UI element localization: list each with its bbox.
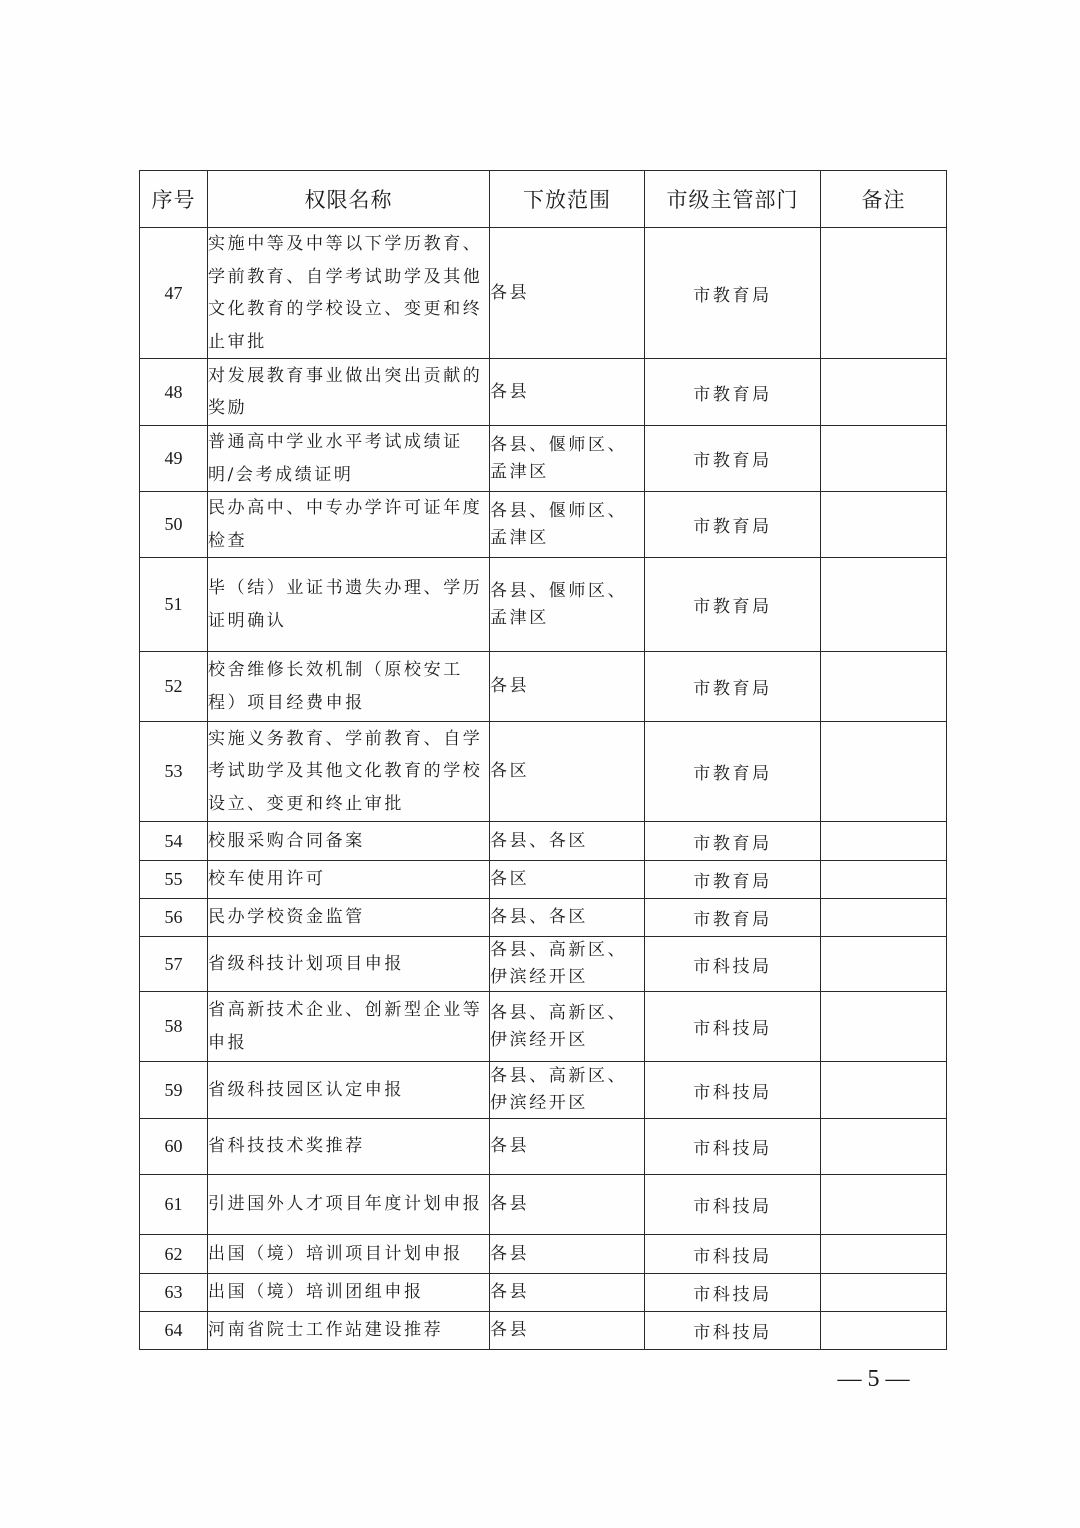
row-note (821, 822, 947, 861)
row-name: 河南省院士工作站建设推荐 (208, 1312, 490, 1350)
row-seq: 56 (140, 899, 208, 937)
row-scope: 各县 (490, 359, 645, 426)
row-seq: 51 (140, 558, 208, 652)
row-scope: 各县 (490, 652, 645, 722)
row-scope: 各县、高新区、伊滨经开区 (490, 937, 645, 992)
row-seq: 53 (140, 722, 208, 822)
table-row (140, 558, 947, 652)
row-dept: 市科技局 (645, 937, 821, 992)
row-name: 引进国外人才项目年度计划申报 (208, 1175, 490, 1235)
table-row (140, 992, 947, 1062)
row-name: 民办学校资金监管 (208, 899, 490, 937)
row-scope: 各县 (490, 1235, 645, 1274)
table-row (140, 861, 947, 899)
row-name: 毕（结）业证书遗失办理、学历证明确认 (208, 558, 490, 652)
table-row (140, 1274, 947, 1312)
header-dept: 市级主管部门 (645, 171, 821, 228)
row-dept: 市教育局 (645, 722, 821, 822)
table-row (140, 426, 947, 492)
row-dept: 市教育局 (645, 228, 821, 359)
row-seq: 63 (140, 1274, 208, 1312)
row-dept: 市科技局 (645, 992, 821, 1062)
table-row (140, 652, 947, 722)
table-row (140, 1062, 947, 1119)
row-note (821, 228, 947, 359)
row-scope: 各县 (490, 1175, 645, 1235)
row-seq: 52 (140, 652, 208, 722)
row-dept: 市科技局 (645, 1062, 821, 1119)
row-name: 校服采购合同备案 (208, 822, 490, 861)
row-seq: 48 (140, 359, 208, 426)
row-dept: 市教育局 (645, 426, 821, 492)
row-scope: 各县、偃师区、孟津区 (490, 426, 645, 492)
row-dept: 市科技局 (645, 1235, 821, 1274)
table-row (140, 937, 947, 992)
row-seq: 59 (140, 1062, 208, 1119)
table-row (140, 359, 947, 426)
row-dept: 市科技局 (645, 1175, 821, 1235)
row-note (821, 722, 947, 822)
row-scope: 各县、偃师区、孟津区 (490, 558, 645, 652)
row-scope: 各县 (490, 228, 645, 359)
row-name: 实施义务教育、学前教育、自学考试助学及其他文化教育的学校设立、变更和终止审批 (208, 722, 490, 822)
row-note (821, 937, 947, 992)
row-name: 省级科技计划项目申报 (208, 937, 490, 992)
row-note (821, 492, 947, 558)
row-scope: 各县、各区 (490, 822, 645, 861)
row-name: 普通高中学业水平考试成绩证明/会考成绩证明 (208, 426, 490, 492)
row-note (821, 1274, 947, 1312)
row-scope: 各县 (490, 1119, 645, 1175)
row-note (821, 1235, 947, 1274)
row-note (821, 1119, 947, 1175)
page-number: — 5 — (837, 1366, 910, 1392)
row-name: 实施中等及中等以下学历教育、学前教育、自学考试助学及其他文化教育的学校设立、变更和终止审批 (208, 228, 490, 359)
row-name: 省科技技术奖推荐 (208, 1119, 490, 1175)
header-scope: 下放范围 (490, 171, 645, 228)
row-name: 出国（境）培训团组申报 (208, 1274, 490, 1312)
row-name: 省高新技术企业、创新型企业等申报 (208, 992, 490, 1062)
row-note (821, 652, 947, 722)
row-dept: 市教育局 (645, 558, 821, 652)
row-seq: 61 (140, 1175, 208, 1235)
row-note (821, 899, 947, 937)
row-note (821, 992, 947, 1062)
row-seq: 55 (140, 861, 208, 899)
row-dept: 市科技局 (645, 1312, 821, 1350)
row-note (821, 558, 947, 652)
row-dept: 市教育局 (645, 492, 821, 558)
row-name: 省级科技园区认定申报 (208, 1062, 490, 1119)
table-row (140, 492, 947, 558)
row-note (821, 1312, 947, 1350)
header-note: 备注 (821, 171, 947, 228)
row-seq: 49 (140, 426, 208, 492)
table-row (140, 1312, 947, 1350)
row-scope: 各县、各区 (490, 899, 645, 937)
row-seq: 57 (140, 937, 208, 992)
table-row (140, 822, 947, 861)
row-scope: 各区 (490, 861, 645, 899)
row-scope: 各县、偃师区、孟津区 (490, 492, 645, 558)
row-dept: 市教育局 (645, 652, 821, 722)
row-name: 对发展教育事业做出突出贡献的奖励 (208, 359, 490, 426)
row-dept: 市教育局 (645, 822, 821, 861)
table-row (140, 1235, 947, 1274)
row-note (821, 426, 947, 492)
rights-table (139, 170, 947, 1350)
row-scope: 各县、高新区、伊滨经开区 (490, 1062, 645, 1119)
row-dept: 市教育局 (645, 861, 821, 899)
row-dept: 市科技局 (645, 1119, 821, 1175)
table-row (140, 1119, 947, 1175)
row-name: 出国（境）培训项目计划申报 (208, 1235, 490, 1274)
row-dept: 市教育局 (645, 899, 821, 937)
row-note (821, 1062, 947, 1119)
row-dept: 市教育局 (645, 359, 821, 426)
header-seq: 序号 (140, 171, 208, 228)
table-row (140, 1175, 947, 1235)
row-dept: 市科技局 (645, 1274, 821, 1312)
row-note (821, 359, 947, 426)
row-seq: 60 (140, 1119, 208, 1175)
row-seq: 62 (140, 1235, 208, 1274)
row-name: 校舍维修长效机制（原校安工程）项目经费申报 (208, 652, 490, 722)
table-row (140, 228, 947, 359)
table-header-row (140, 171, 947, 228)
row-note (821, 1175, 947, 1235)
table-row (140, 722, 947, 822)
row-scope: 各县、高新区、伊滨经开区 (490, 992, 645, 1062)
row-seq: 50 (140, 492, 208, 558)
row-seq: 64 (140, 1312, 208, 1350)
row-scope: 各县 (490, 1274, 645, 1312)
row-seq: 58 (140, 992, 208, 1062)
row-name: 校车使用许可 (208, 861, 490, 899)
table-row (140, 899, 947, 937)
row-seq: 47 (140, 228, 208, 359)
header-name: 权限名称 (208, 171, 490, 228)
row-seq: 54 (140, 822, 208, 861)
row-note (821, 861, 947, 899)
row-scope: 各区 (490, 722, 645, 822)
row-name: 民办高中、中专办学许可证年度检查 (208, 492, 490, 558)
row-scope: 各县 (490, 1312, 645, 1350)
